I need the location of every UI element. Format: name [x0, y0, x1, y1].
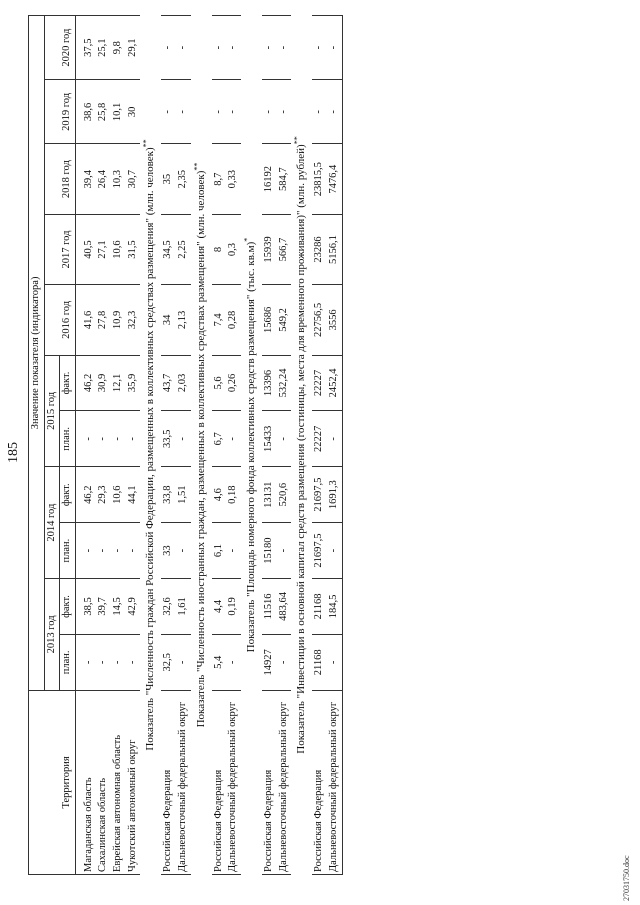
- value-cell: 15939: [262, 214, 277, 284]
- territory-cell: Российская Федерация: [262, 690, 277, 874]
- year-2014-header: 2014 год: [44, 467, 60, 579]
- value-cell: 12,1: [111, 355, 126, 411]
- section-title-text: Показатель "Инвестиции в основной капитал средств размещения (гостиницы, места для временного проживания)" (млн. рублей): [295, 144, 308, 754]
- table-row: [96, 16, 111, 875]
- year-2018-header: 2018 год: [44, 144, 75, 214]
- year-2017-header: 2017 год: [44, 214, 75, 284]
- section-title: [241, 16, 262, 875]
- value-cell: 39,7: [96, 579, 111, 635]
- fact-header-2013: факт.: [60, 579, 76, 635]
- value-cell: 23815,5: [312, 144, 327, 214]
- value-cell: -: [75, 523, 96, 579]
- table-row: [312, 16, 327, 875]
- value-cell: 0,26: [226, 355, 241, 411]
- plan-header-2013: план.: [60, 634, 76, 690]
- territory-cell: Российская Федерация: [212, 690, 227, 874]
- value-cell: -: [96, 523, 111, 579]
- value-cell: 37,5: [75, 16, 96, 80]
- section-title: [191, 16, 212, 875]
- territory-cell: Еврейская автономная область: [111, 690, 126, 874]
- value-cell: 10,6: [111, 214, 126, 284]
- table-row: [176, 16, 191, 875]
- value-cell: 22227: [312, 411, 327, 467]
- value-cell: -: [176, 523, 191, 579]
- value-cell: -: [212, 16, 227, 80]
- value-cell: 39,4: [75, 144, 96, 214]
- value-cell: 35,9: [126, 355, 141, 411]
- value-cell: 14927: [262, 634, 277, 690]
- value-cell: -: [277, 523, 292, 579]
- value-cell: 0,19: [226, 579, 241, 635]
- indicator-group-header: Значение показателя (индикатора): [29, 16, 45, 691]
- value-cell: 27,1: [96, 214, 111, 284]
- value-cell: -: [75, 634, 96, 690]
- value-cell: 32,5: [161, 634, 176, 690]
- value-cell: -: [176, 634, 191, 690]
- indicator-table: [28, 15, 343, 875]
- value-cell: 32,6: [161, 579, 176, 635]
- value-cell: -: [277, 411, 292, 467]
- year-2020-header: 2020 год: [44, 16, 75, 80]
- value-cell: -: [126, 411, 141, 467]
- value-cell: -: [176, 411, 191, 467]
- section-title-row: [241, 16, 262, 875]
- value-cell: 21697,5: [312, 467, 327, 523]
- section-title-row: [140, 16, 161, 875]
- territory-header: Территория: [29, 690, 76, 874]
- value-cell: 7,4: [212, 285, 227, 355]
- value-cell: 8,7: [212, 144, 227, 214]
- value-cell: 34,5: [161, 214, 176, 284]
- value-cell: 29,1: [126, 16, 141, 80]
- table-row: [226, 16, 241, 875]
- table-row: [262, 16, 277, 875]
- value-cell: 520,6: [277, 467, 292, 523]
- value-cell: -: [176, 16, 191, 80]
- section-title: [291, 16, 312, 875]
- table-row: [277, 16, 292, 875]
- value-cell: 1691,3: [327, 467, 342, 523]
- value-cell: 16192: [262, 144, 277, 214]
- value-cell: 1,61: [176, 579, 191, 635]
- document-code: 27031750.doc: [622, 855, 631, 901]
- value-cell: 30,9: [96, 355, 111, 411]
- value-cell: 4,6: [212, 467, 227, 523]
- value-cell: -: [226, 634, 241, 690]
- value-cell: -: [327, 80, 342, 144]
- value-cell: 584,7: [277, 144, 292, 214]
- value-cell: 184,5: [327, 579, 342, 635]
- value-cell: -: [161, 16, 176, 80]
- value-cell: 549,2: [277, 285, 292, 355]
- value-cell: 0,28: [226, 285, 241, 355]
- value-cell: -: [226, 523, 241, 579]
- value-cell: -: [277, 634, 292, 690]
- section-title-text: Показатель "Численность граждан Российской Федерации, размещенных в коллективных средствах размещения" (млн. человек): [144, 147, 157, 751]
- value-cell: 22227: [312, 355, 327, 411]
- value-cell: 0,3: [226, 214, 241, 284]
- section-title-text: Показатель "Площадь номерного фонда коллективных средств размещения" (тыс. кв.м): [244, 241, 257, 653]
- value-cell: 34: [161, 285, 176, 355]
- value-cell: 38,6: [75, 80, 96, 144]
- value-cell: 27,8: [96, 285, 111, 355]
- value-cell: 6,1: [212, 523, 227, 579]
- value-cell: 2,13: [176, 285, 191, 355]
- table-header: [29, 16, 76, 875]
- value-cell: -: [96, 411, 111, 467]
- value-cell: 1,51: [176, 467, 191, 523]
- footnote-mark: *: [242, 237, 252, 242]
- table-row: [327, 16, 342, 875]
- value-cell: 33: [161, 523, 176, 579]
- value-cell: 35: [161, 144, 176, 214]
- territory-cell: Дальневосточный федеральный округ: [176, 690, 191, 874]
- territory-cell: Сахалинская область: [96, 690, 111, 874]
- territory-cell: Чукотский автономный округ: [126, 690, 141, 874]
- value-cell: 42,9: [126, 579, 141, 635]
- value-cell: 32,3: [126, 285, 141, 355]
- table-row: [111, 16, 126, 875]
- value-cell: 26,4: [96, 144, 111, 214]
- value-cell: 2,35: [176, 144, 191, 214]
- value-cell: 3556: [327, 285, 342, 355]
- value-cell: -: [226, 80, 241, 144]
- value-cell: -: [312, 80, 327, 144]
- fact-header-2015: факт.: [60, 355, 76, 411]
- value-cell: -: [312, 16, 327, 80]
- value-cell: -: [262, 16, 277, 80]
- value-cell: 13131: [262, 467, 277, 523]
- value-cell: -: [327, 634, 342, 690]
- value-cell: -: [226, 16, 241, 80]
- value-cell: 15433: [262, 411, 277, 467]
- value-cell: -: [75, 411, 96, 467]
- value-cell: 10,1: [111, 80, 126, 144]
- value-cell: 33,5: [161, 411, 176, 467]
- table-row: [161, 16, 176, 875]
- value-cell: 23286: [312, 214, 327, 284]
- territory-cell: Магаданская область: [75, 690, 96, 874]
- value-cell: 483,64: [277, 579, 292, 635]
- section-title-text: Показатель "Численность иностранных граждан, размещенных в коллективных средствах размещения" (млн. человек): [194, 170, 207, 728]
- territory-cell: Российская Федерация: [161, 690, 176, 874]
- value-cell: 13396: [262, 355, 277, 411]
- value-cell: 38,5: [75, 579, 96, 635]
- table-row: [75, 16, 96, 875]
- value-cell: 11516: [262, 579, 277, 635]
- footnote-mark: **: [191, 162, 201, 171]
- value-cell: 25,1: [96, 16, 111, 80]
- value-cell: -: [111, 411, 126, 467]
- year-2013-header: 2013 год: [44, 579, 60, 691]
- value-cell: -: [212, 80, 227, 144]
- value-cell: 21168: [312, 634, 327, 690]
- value-cell: 46,2: [75, 355, 96, 411]
- plan-header-2015: план.: [60, 411, 76, 467]
- value-cell: 10,3: [111, 144, 126, 214]
- value-cell: 0,33: [226, 144, 241, 214]
- value-cell: 15686: [262, 285, 277, 355]
- value-cell: -: [327, 523, 342, 579]
- value-cell: 7476,4: [327, 144, 342, 214]
- value-cell: 25,8: [96, 80, 111, 144]
- section-title-row: [291, 16, 312, 875]
- table-body: [75, 16, 342, 875]
- value-cell: -: [327, 411, 342, 467]
- value-cell: 15180: [262, 523, 277, 579]
- year-2016-header: 2016 год: [44, 285, 75, 355]
- value-cell: 46,2: [75, 467, 96, 523]
- territory-cell: Дальневосточный федеральный округ: [277, 690, 292, 874]
- value-cell: 9,8: [111, 16, 126, 80]
- value-cell: 29,3: [96, 467, 111, 523]
- value-cell: 2,03: [176, 355, 191, 411]
- value-cell: 30,7: [126, 144, 141, 214]
- value-cell: 6,7: [212, 411, 227, 467]
- value-cell: -: [111, 634, 126, 690]
- value-cell: 4,4: [212, 579, 227, 635]
- value-cell: 41,6: [75, 285, 96, 355]
- value-cell: -: [161, 80, 176, 144]
- territory-cell: Дальневосточный федеральный округ: [327, 690, 342, 874]
- value-cell: 8: [212, 214, 227, 284]
- page-number: 185: [6, 442, 21, 463]
- year-2015-header: 2015 год: [44, 355, 60, 467]
- value-cell: 5,6: [212, 355, 227, 411]
- territory-cell: Дальневосточный федеральный округ: [226, 690, 241, 874]
- value-cell: 10,9: [111, 285, 126, 355]
- table-row: [212, 16, 227, 875]
- value-cell: -: [226, 411, 241, 467]
- value-cell: 31,5: [126, 214, 141, 284]
- value-cell: 0,18: [226, 467, 241, 523]
- value-cell: 40,5: [75, 214, 96, 284]
- value-cell: -: [96, 634, 111, 690]
- section-title: [140, 16, 161, 875]
- value-cell: -: [176, 80, 191, 144]
- value-cell: 566,7: [277, 214, 292, 284]
- value-cell: 43,7: [161, 355, 176, 411]
- value-cell: 22756,5: [312, 285, 327, 355]
- value-cell: 2452,4: [327, 355, 342, 411]
- value-cell: -: [262, 80, 277, 144]
- value-cell: 2,25: [176, 214, 191, 284]
- value-cell: -: [111, 523, 126, 579]
- table-row: [126, 16, 141, 875]
- footnote-mark: **: [141, 139, 151, 148]
- value-cell: 21697,5: [312, 523, 327, 579]
- fact-header-2014: факт.: [60, 467, 76, 523]
- value-cell: 10,6: [111, 467, 126, 523]
- value-cell: -: [126, 523, 141, 579]
- value-cell: -: [327, 16, 342, 80]
- value-cell: 21168: [312, 579, 327, 635]
- value-cell: -: [277, 80, 292, 144]
- value-cell: 44,1: [126, 467, 141, 523]
- value-cell: 5,4: [212, 634, 227, 690]
- plan-header-2014: план.: [60, 523, 76, 579]
- value-cell: 14,5: [111, 579, 126, 635]
- value-cell: -: [126, 634, 141, 690]
- value-cell: -: [277, 16, 292, 80]
- value-cell: 30: [126, 80, 141, 144]
- value-cell: 33,8: [161, 467, 176, 523]
- territory-cell: Российская Федерация: [312, 690, 327, 874]
- value-cell: 5156,1: [327, 214, 342, 284]
- value-cell: 532,24: [277, 355, 292, 411]
- section-title-row: [191, 16, 212, 875]
- footnote-mark: **: [292, 136, 302, 145]
- year-2019-header: 2019 год: [44, 80, 75, 144]
